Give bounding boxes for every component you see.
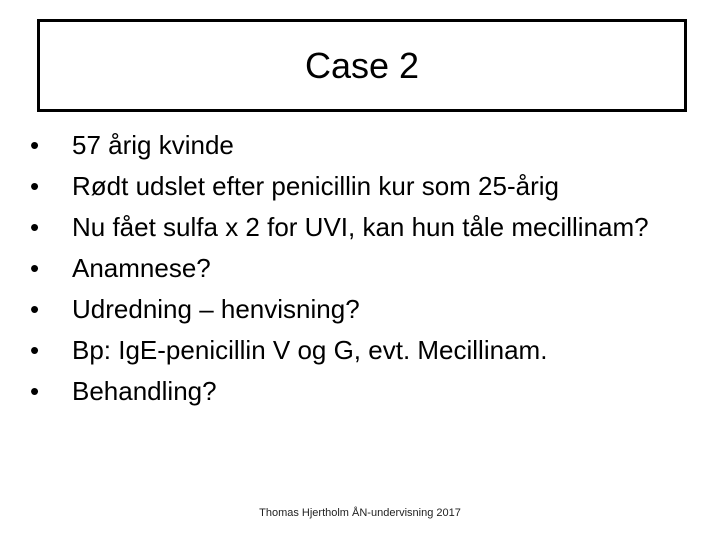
bullet-point: • — [30, 376, 40, 406]
bullet-item-blood-test — [30, 333, 700, 368]
bullet-item-rash — [30, 169, 700, 204]
slide-title: Case 2 — [304, 44, 420, 86]
bullet-item-anamnesis — [30, 251, 700, 286]
bullet-text: Anamnese? — [72, 253, 211, 283]
bullet-point: • — [30, 294, 40, 324]
bullet-item-treatment — [30, 374, 700, 409]
bullet-text: Udredning – henvisning? — [72, 294, 360, 324]
bullet-point: • — [30, 212, 40, 242]
bullet-text: 57 årig kvinde — [72, 130, 234, 160]
bullet-item-sulfa — [30, 210, 700, 245]
bullet-item-workup — [30, 292, 700, 327]
bullet-text: Nu fået sulfa x 2 for UVI, kan hun tåle mecillinam? — [72, 212, 649, 242]
slide-footer: Thomas Hjertholm ÅN-undervisning 2017 — [259, 507, 461, 519]
bullet-point: • — [30, 171, 40, 201]
bullet-list — [30, 128, 700, 415]
bullet-point: • — [30, 335, 40, 365]
bullet-point: • — [30, 130, 40, 160]
bullet-text: Behandling? — [72, 376, 217, 406]
bullet-text: Rødt udslet efter penicillin kur som 25-årig — [72, 171, 559, 201]
bullet-point: • — [30, 253, 40, 283]
bullet-text: Bp: IgE-penicillin V og G, evt. Mecillinam. — [72, 335, 548, 365]
bullet-item-age — [30, 128, 700, 163]
title-box — [37, 19, 687, 112]
